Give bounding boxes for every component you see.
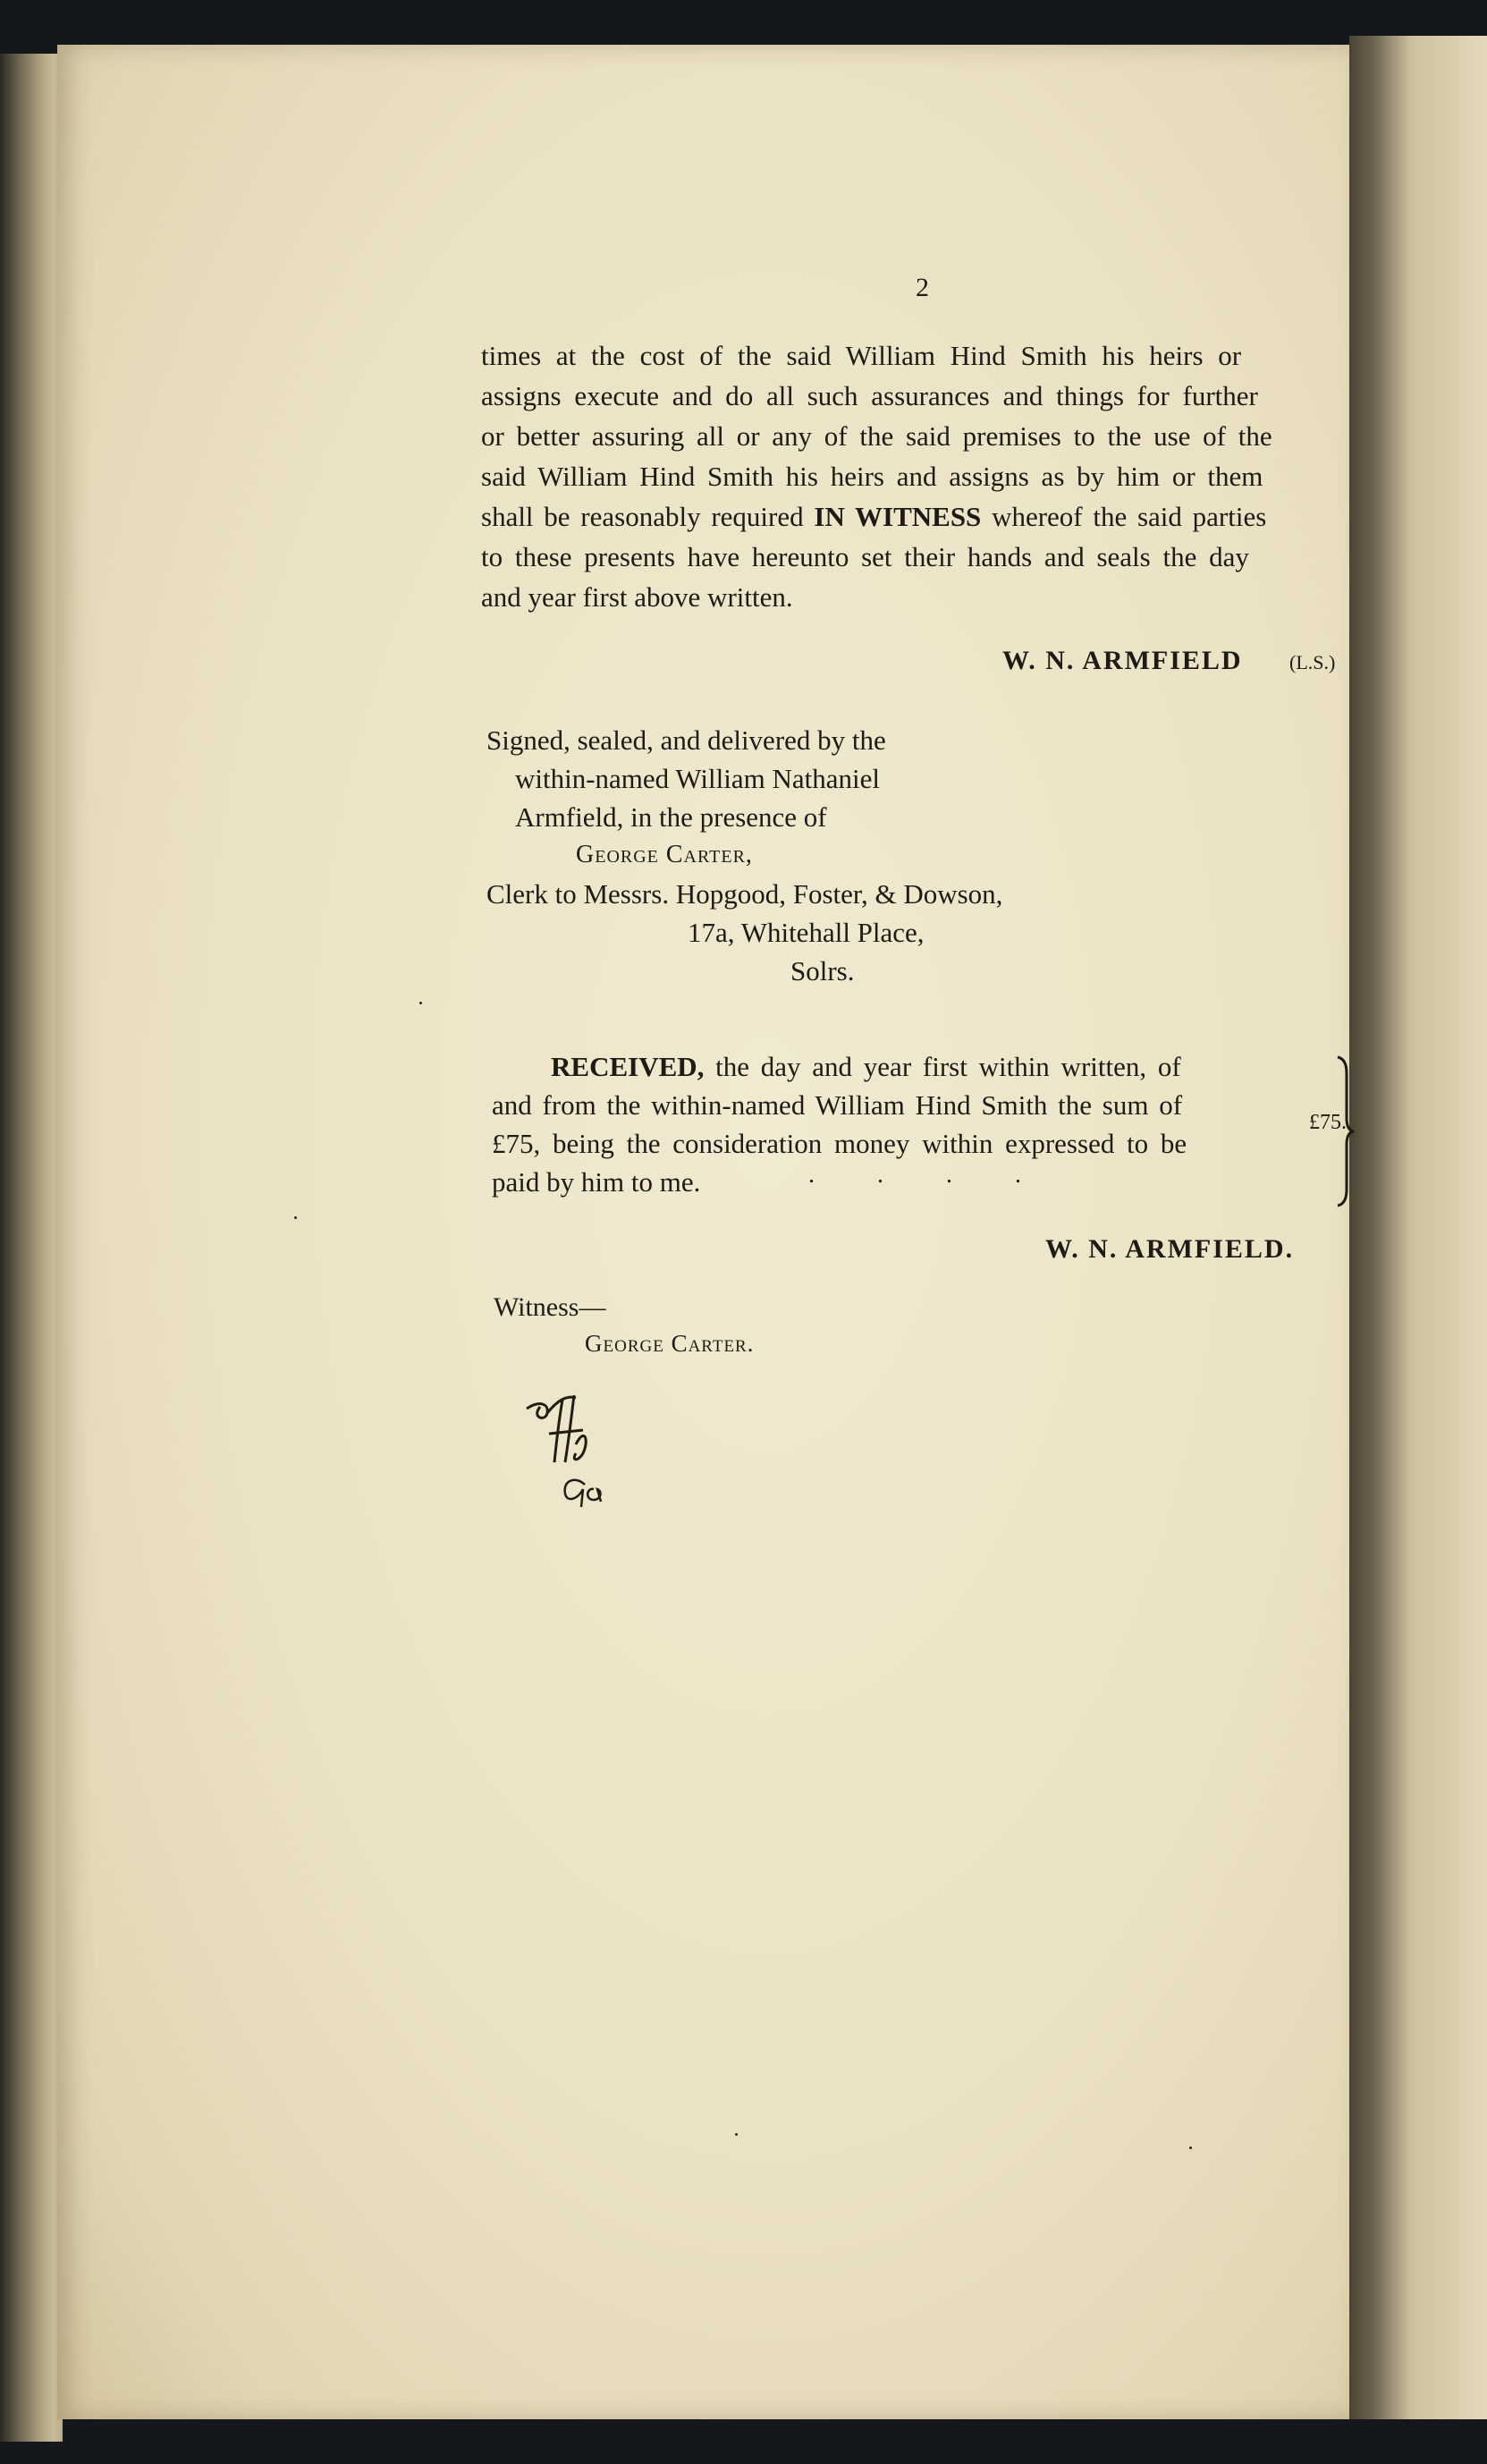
book-page-edges <box>0 54 63 2442</box>
leader-dots: . . . . <box>808 1161 1021 1189</box>
attestation-line: Clerk to Messrs. Hopgood, Foster, & Dowson, <box>486 878 1003 910</box>
paragraph-line: times at the cost of the said William Hind Smith his heirs or <box>481 340 1242 371</box>
attestation-line: 17a, Whitehall Place, <box>688 917 925 948</box>
signatory-name: W. N. ARMFIELD <box>1002 646 1243 675</box>
attestation-line: Solrs. <box>790 955 855 986</box>
handwritten-initials <box>522 1391 656 1525</box>
paragraph-line: said William Hind Smith his heirs and assigns as by him or them <box>481 461 1263 492</box>
attestation-line: Armfield, in the presence of <box>515 801 827 833</box>
receipt-line: and from the within-named William Hind Smith the sum of <box>492 1089 1183 1121</box>
receipt-line-1: the day and year first within written, of <box>704 1051 1181 1082</box>
seal-mark: (L.S.) <box>1289 651 1336 673</box>
receipt-amount: £75. <box>1309 1111 1347 1134</box>
paper-speck <box>735 2133 738 2136</box>
attestation-line: Signed, sealed, and delivered by the <box>486 724 886 756</box>
page-number: 2 <box>916 273 929 302</box>
receipt-line <box>551 1051 1181 1083</box>
attestation-witness-name: George Carter, <box>576 841 753 868</box>
witness-label: Witness— <box>494 1292 606 1322</box>
paper-speck <box>419 1002 422 1004</box>
paragraph-line: to these presents have hereunto set their hands and seals the day <box>481 541 1249 572</box>
paragraph-line: or better assuring all or any of the said premises to the use of the <box>481 420 1272 452</box>
receipt-line: £75, being the consideration money within expressed to be <box>492 1128 1187 1159</box>
document-page <box>57 45 1349 2419</box>
paragraph-line: shall be reasonably required IN WITNESS whereof the said parties <box>481 501 1267 532</box>
witness-name: George Carter. <box>585 1330 755 1357</box>
receipt-line: paid by him to me. <box>492 1166 701 1198</box>
facing-page-edge <box>1349 36 1487 2419</box>
receipt-signatory-name: W. N. ARMFIELD. <box>1045 1234 1295 1264</box>
receipt-lead: RECEIVED, <box>551 1051 705 1082</box>
attestation-line: within-named William Nathaniel <box>515 763 880 794</box>
paragraph-line: and year first above written. <box>481 581 793 613</box>
paper-speck <box>294 1216 297 1219</box>
paragraph-line: assigns execute and do all such assurances and things for further <box>481 380 1258 411</box>
paper-speck <box>1189 2146 1192 2149</box>
